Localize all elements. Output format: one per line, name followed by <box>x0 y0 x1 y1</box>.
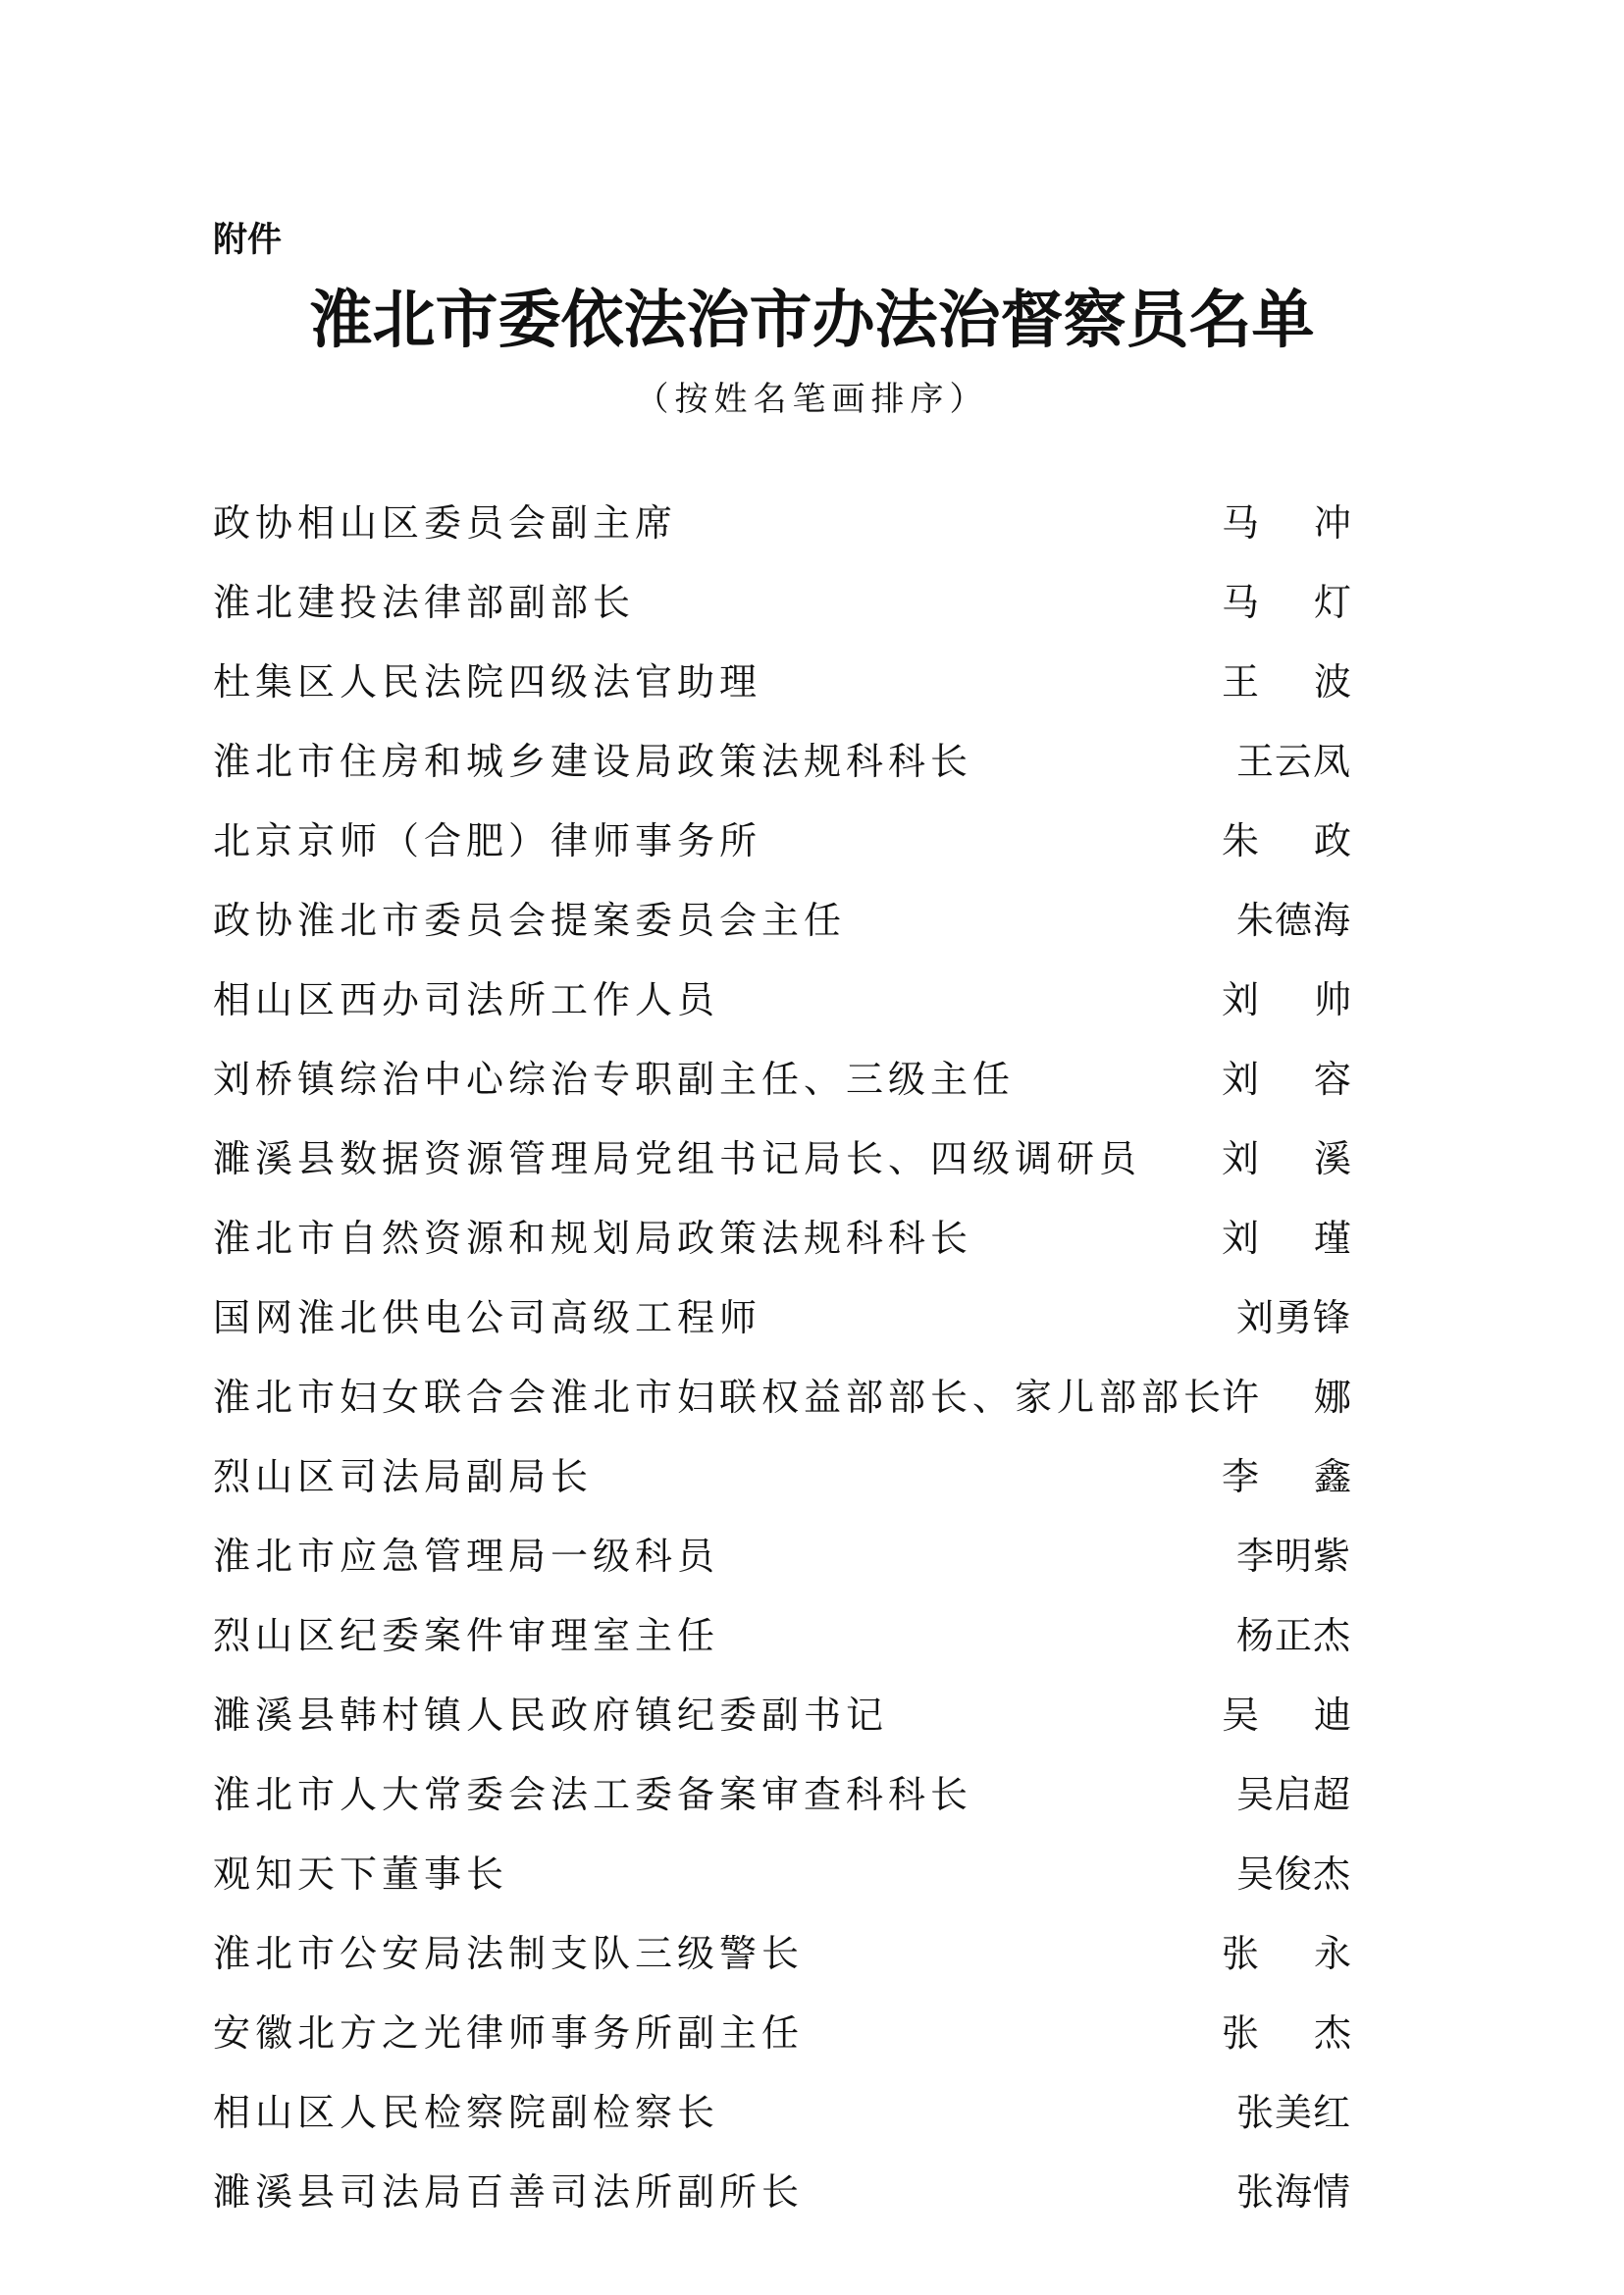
attachment-label: 附件 <box>213 221 283 260</box>
list-item <box>213 1535 1351 1617</box>
list-item <box>213 1932 1351 2014</box>
member-organization: 烈山区纪委案件审理室主任 <box>213 1614 720 1657</box>
member-name-part: 政 <box>1313 819 1351 862</box>
member-name <box>1222 2091 1351 2134</box>
member-name-part: 瑾 <box>1313 1217 1351 1260</box>
member-name-part: 朱 <box>1222 819 1260 862</box>
member-name <box>1222 581 1351 624</box>
member-name-part: 李 <box>1222 1455 1260 1498</box>
member-name <box>1222 1217 1351 1260</box>
member-name-part: 永 <box>1313 1932 1351 1975</box>
list-item <box>213 1376 1351 1458</box>
member-name-part: 王 <box>1222 660 1260 704</box>
member-name-part: 王云凤 <box>1235 740 1351 783</box>
member-organization: 淮北建投法律部副部长 <box>213 581 636 624</box>
member-name <box>1222 1773 1351 1816</box>
list-item <box>213 581 1351 663</box>
member-organization: 政协淮北市委员会提案委员会主任 <box>213 899 847 942</box>
member-organization: 濉溪县韩村镇人民政府镇纪委副书记 <box>213 1694 889 1737</box>
member-name <box>1222 501 1351 545</box>
member-name-part: 波 <box>1313 660 1351 704</box>
list-item <box>213 1696 1351 1776</box>
member-organization: 相山区西办司法所工作人员 <box>213 978 720 1021</box>
member-organization: 国网淮北供电公司高级工程师 <box>213 1296 762 1339</box>
member-name-part: 张海情 <box>1235 2170 1351 2214</box>
list-item <box>213 819 1351 902</box>
list-item <box>213 501 1351 584</box>
member-organization: 淮北市住房和城乡建设局政策法规科科长 <box>213 740 973 783</box>
member-name <box>1222 1058 1351 1101</box>
list-item <box>213 1614 1351 1696</box>
member-name <box>1222 1376 1351 1419</box>
member-name-part: 吴 <box>1222 1694 1260 1737</box>
member-name-part: 容 <box>1313 1058 1351 1101</box>
list-item <box>213 978 1351 1061</box>
list-item <box>213 1852 1351 1935</box>
member-name-part: 张 <box>1222 1932 1260 1975</box>
member-name <box>1222 1852 1351 1896</box>
member-name-part: 刘 <box>1222 1137 1260 1180</box>
member-name <box>1222 2011 1351 2055</box>
member-name-part: 张美红 <box>1235 2091 1351 2134</box>
member-name-part: 刘勇锋 <box>1235 1296 1351 1339</box>
member-organization: 相山区人民检察院副检察长 <box>213 2091 720 2134</box>
member-organization: 濉溪县数据资源管理局党组书记局长、四级调研员 <box>213 1137 1142 1180</box>
member-organization: 政协相山区委员会副主席 <box>213 501 678 545</box>
member-organization: 烈山区司法局副局长 <box>213 1455 594 1498</box>
list-item <box>213 740 1351 822</box>
member-name <box>1222 1932 1351 1975</box>
member-name-part: 娜 <box>1313 1376 1351 1419</box>
member-name <box>1222 819 1351 862</box>
member-name-part: 杰 <box>1313 2011 1351 2055</box>
member-name-part: 李明紫 <box>1235 1535 1351 1578</box>
member-organization: 淮北市人大常委会法工委备案审查科科长 <box>213 1773 973 1816</box>
member-name-part: 刘 <box>1222 1217 1260 1260</box>
document-title: 淮北市委依法治市办法治督察员名单 <box>309 284 1315 357</box>
member-name <box>1222 660 1351 704</box>
member-organization: 安徽北方之光律师事务所副主任 <box>213 2011 805 2055</box>
list-item <box>213 1296 1351 1379</box>
member-name-part: 马 <box>1222 501 1260 545</box>
member-name-part: 张 <box>1222 2011 1260 2055</box>
list-item <box>213 2091 1351 2173</box>
member-name-part: 杨正杰 <box>1235 1614 1351 1657</box>
member-organization: 观知天下董事长 <box>213 1852 509 1896</box>
member-organization: 淮北市自然资源和规划局政策法规科科长 <box>213 1217 973 1260</box>
member-name-part: 帅 <box>1313 978 1351 1021</box>
document-subtitle: （按姓名笔画排序） <box>635 380 989 419</box>
member-name-part: 吴俊杰 <box>1235 1852 1351 1896</box>
member-name-part: 鑫 <box>1313 1455 1351 1498</box>
list-item <box>213 1137 1351 1220</box>
member-name-part: 刘 <box>1222 978 1260 1021</box>
member-organization: 刘桥镇综治中心综治专职副主任、三级主任 <box>213 1058 1016 1101</box>
member-name <box>1222 740 1351 783</box>
member-organization: 淮北市妇女联合会淮北市妇联权益部部长、家儿部部长 <box>213 1376 1227 1419</box>
member-name-part: 吴启超 <box>1235 1773 1351 1816</box>
member-name-part: 迪 <box>1313 1694 1351 1737</box>
member-name <box>1222 1296 1351 1339</box>
list-item <box>213 1217 1351 1299</box>
member-organization: 淮北市公安局法制支队三级警长 <box>213 1932 805 1975</box>
member-organization: 淮北市应急管理局一级科员 <box>213 1535 720 1578</box>
member-list <box>213 501 1351 2253</box>
member-organization: 杜集区人民法院四级法官助理 <box>213 660 762 704</box>
member-name <box>1222 978 1351 1021</box>
member-name-part: 许 <box>1222 1376 1260 1419</box>
list-item <box>213 1455 1351 1538</box>
member-name-part: 朱德海 <box>1235 899 1351 942</box>
member-name <box>1222 1694 1351 1737</box>
member-name <box>1222 899 1351 942</box>
list-item <box>213 899 1351 981</box>
list-item <box>213 660 1351 743</box>
member-organization: 北京京师（合肥）律师事务所 <box>213 819 762 862</box>
member-name-part: 冲 <box>1313 501 1351 545</box>
member-name-part: 灯 <box>1313 581 1351 624</box>
list-item <box>213 1773 1351 1855</box>
member-name <box>1222 1535 1351 1578</box>
member-name <box>1222 2170 1351 2214</box>
member-name <box>1222 1455 1351 1498</box>
member-name <box>1222 1614 1351 1657</box>
list-item <box>213 1058 1351 1140</box>
member-name-part: 刘 <box>1222 1058 1260 1101</box>
member-name <box>1222 1137 1351 1180</box>
list-item <box>213 2011 1351 2094</box>
list-item <box>213 2170 1351 2253</box>
member-name-part: 溪 <box>1313 1137 1351 1180</box>
member-name-part: 马 <box>1222 581 1260 624</box>
member-organization: 濉溪县司法局百善司法所副所长 <box>213 2170 805 2214</box>
